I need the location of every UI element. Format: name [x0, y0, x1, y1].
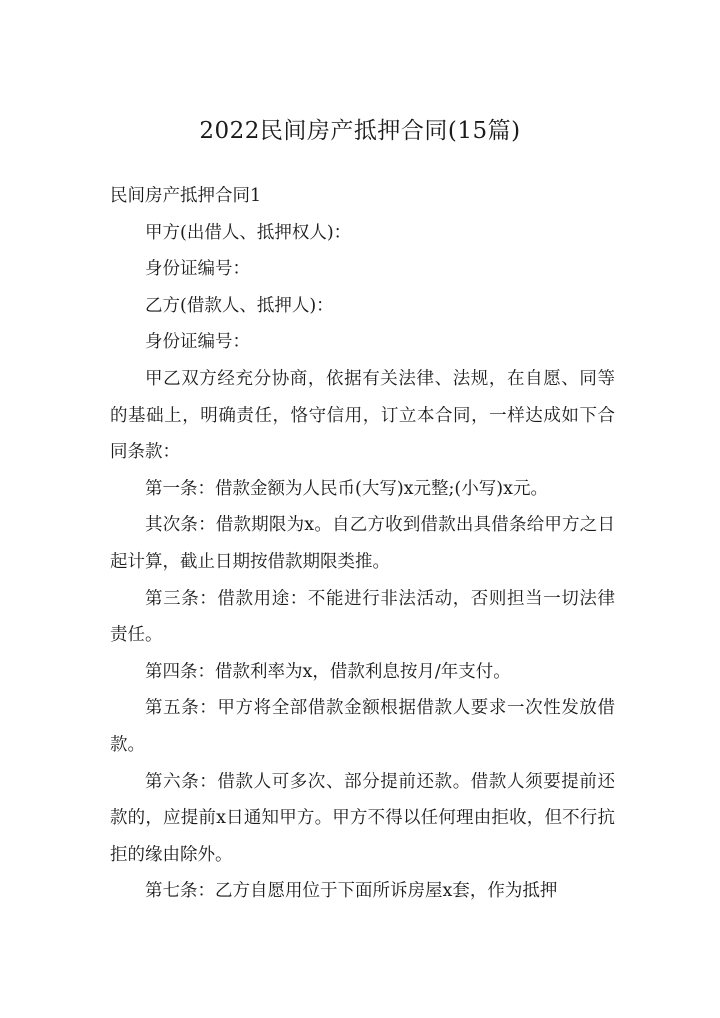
paragraph-party-a-id: 身份证编号：	[145, 259, 250, 280]
paragraph-article-3: 第三条：借款用途：不能进行非法活动，否则担当一切法律责任。	[110, 588, 615, 646]
paragraph-party-b: 乙方(借款人、抵押人)：	[145, 295, 334, 316]
paragraph-party-b-id: 身份证编号：	[145, 332, 250, 353]
paragraph-article-7: 第七条：乙方自愿用位于下面所诉房屋x套，作为抵押	[145, 881, 558, 902]
paragraph-article-4: 第四条：借款利率为x，借款利息按月/年支付。	[145, 661, 511, 682]
paragraph-article-2: 其次条：借款期限为x。自乙方收到借款出具借条给甲方之日起计算，截止日期按借款期限类推。	[110, 515, 615, 572]
document-title: 2022民间房产抵押合同(15篇)	[199, 118, 521, 144]
paragraph-preamble: 甲乙双方经充分协商，依据有关法律、法规，在自愿、同等的基础上，明确责任，恪守信用，订立本合同，一样达成如下合同条款：	[110, 368, 615, 463]
section-heading: 民间房产抵押合同1	[110, 186, 262, 206]
paragraph-article-1: 第一条：借款金额为人民币(大写)x元整;(小写)x元。	[145, 478, 548, 499]
paragraph-article-6: 第六条：借款人可多次、部分提前还款。借款人须要提前还款的，应提前x日通知甲方。甲方不得以任何理由拒收，但不行抗拒的缘由除外。	[110, 771, 615, 865]
document-body	[110, 178, 615, 910]
paragraph-party-a: 甲方(出借人、抵押权人)：	[145, 222, 352, 243]
paragraph-article-5: 第五条：甲方将全部借款金额根据借款人要求一次性发放借款。	[110, 698, 615, 755]
